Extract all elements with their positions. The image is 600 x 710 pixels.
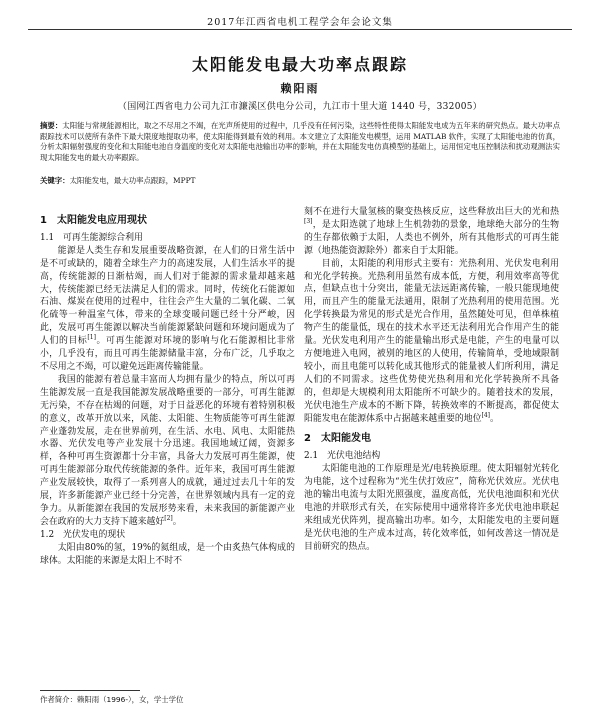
paragraph-5 bbox=[304, 258, 559, 426]
paragraph-1-text: 能源是人类生存和发展重要战略资源，在人们的日常生活中是不可或缺的，随着全球生产力的高速发展，人们生活水平的提高，传统能源的日渐枯竭，而人们对于能源的需求量却越来越大，传统能源已经无法满足人们的需求。同时，传统化石能源如石油、煤炭在使用的过程中，往往会产生大量的二氧化碳、二氧化硫等一种温室气体，带来的全球变暖问题已经十分严峻，因此，发展可再生能源以解决当前能源紧缺问题和环境问题成为了人们的目标 bbox=[40, 245, 295, 347]
right-column bbox=[304, 206, 559, 554]
abstract-label: 摘要： bbox=[40, 121, 63, 130]
paper-title: 太阳能发电最大功率点跟踪 bbox=[191, 55, 408, 74]
paragraph-4-tail: ，是太阳选就了地球上生机勃勃的景象，地球绝大部分的生物的生存都依赖于太阳，人类也不例外，所有其他形式的可再生能源（地热能资源除外）都来自于太阳能。 bbox=[304, 219, 559, 256]
affiliation: （国网江西省电力公司九江市濂溪区供电分公司，九江市十里大道 1440 号，332005） bbox=[117, 102, 483, 112]
citation-4[interactable]: [4] bbox=[481, 411, 490, 419]
section-1-heading: 1 太阳能发电应用现状 bbox=[40, 215, 147, 226]
running-header: 2017年江西省电机工程学会年会论文集 bbox=[207, 17, 393, 28]
keywords bbox=[40, 176, 560, 186]
abstract-text: 太阳能与常规能源相比，取之不尽用之不竭，在光声所使用的过程中，几乎没有任何污染，这些特性使得太阳能发电成为五年来的研究热点。最大功率点跟踪技术可以使所有条件下最大限度地提取功率，使太阳能得到最有效的利用。本文建立了太阳能发电模型，运用 MATLAB 软件，实现了太阳能电池的仿真，分析太阳辐射强度的变化和太阳能电池自身温度的变化对太阳能电池输出功率的影响，并在太阳能发电仿真模型的基础上，运用恒定电压控制法和扰动观测法实现太阳能发电的最大功率跟踪。 bbox=[40, 121, 560, 162]
paragraph-1 bbox=[40, 245, 295, 374]
paragraph-3: 太阳由80%的氢，19%的氦组成，是一个由炙热气体构成的球体。太阳能的来源是太阳上不时不 bbox=[40, 542, 295, 566]
abstract bbox=[40, 121, 560, 163]
subsection-1-1-heading: 1.1 可再生能源综合利用 bbox=[40, 232, 143, 243]
citation-2[interactable]: [2] bbox=[164, 514, 173, 522]
citation-1[interactable]: [1] bbox=[87, 334, 96, 342]
paragraph-4 bbox=[304, 206, 559, 258]
paragraph-2-text: 我国的能源有着总量丰富而人均拥有量少的特点，所以可再生能源发展一直是我国能源发展战略重要的一部分，可再生能源无污染，不存在枯竭的问题，对于日益恶化的环境有着特别积极的意义，改革开放以来，风能、太阳能、生物质能等可再生能源产业蓬勃发展，走在世界前列，在生活、水电、风电、太阳能热水器、光伏发电等产业发展十分迅速。我国地域辽阔，资源多样，各种可再生资源都十分丰富，具备大力发展可再生能源，使可再生能源部分取代传统能源的条件。近年来，我国可再生能源产业发展较快，取得了一系列喜人的成就，通过过去几十年的发展，许多新能源产业已经十分完善，在世界领域内具有一定的竞争力。从新能源在我国的发展形势来看，未来我国的新能源产业会在政府的大力支持下越来越好 bbox=[40, 374, 295, 527]
author-footnote: 作者简介：赖阳雨（1996-），女，学士学位 bbox=[40, 695, 184, 704]
paragraph-2-tail: 。 bbox=[172, 516, 182, 527]
subsection-2-1-heading: 2.1 光伏电池结构 bbox=[304, 451, 381, 462]
citation-3[interactable]: [3] bbox=[304, 217, 313, 225]
left-column bbox=[40, 212, 295, 567]
paragraph-6: 太阳能电池的工作原理是光/电转换原理。使太阳辐射光转化为电能，这个过程称为“光生伏打效应”，简称光伏效应。光伏电池的输出电流与太阳光照强度，温度高低，光伏电池面积和光伏电池的并联形式有关，在实际使用中通常将许多光伏电池串联起来组成光伏阵列，提高输出功率。如今，太阳能发电的主要问题是光伏电池的生产成本过高，转化效率低，如何改善这一情况是目前研究的热点。 bbox=[304, 464, 559, 552]
keywords-text: 太阳能发电，最大功率点跟踪，MPPT bbox=[69, 176, 196, 185]
paragraph-1-tail: 。可再生能源对环境的影响与化石能源相比非常小，几乎没有，而且可再生能源储量丰富，分布广泛，几乎取之不尽用之不竭，可以避免远距离传输能量。 bbox=[40, 336, 296, 372]
author: 赖阳雨 bbox=[280, 82, 320, 95]
paragraph-5-tail: 。 bbox=[490, 413, 499, 424]
footnote-rule bbox=[40, 690, 140, 691]
section-2-heading: 2 太阳能发电 bbox=[304, 433, 371, 445]
subsection-1-2-heading: 1.2 光伏发电的现状 bbox=[40, 529, 126, 540]
keywords-label: 关键字： bbox=[40, 176, 70, 185]
paragraph-2 bbox=[40, 374, 295, 529]
paragraph-4-text: 刻不在进行大量氢核的聚变热核反应，这些释放出巨大的光和热 bbox=[304, 207, 559, 217]
header-rule bbox=[28, 29, 572, 30]
paragraph-5-text: 目前，太阳能的利用形式主要有：光热利用、光伏发电利用和光化学转换。光热利用虽然有成本低，方便，利用效率高等优点，但缺点也十分突出，能量无法远距离传输，一般只能现地使用，而且产生的能量无法通用，限制了光热利用的使用范围。光化学转换最为常见的形式是光合作用，虽然随处可见，但单株植物产生的能量低，现在的技术水平还无法利用光合作用产生的能量。光伏发电利用产生的能量输出形式是电能，产生的电量可以方便地进入电网，被别的地区的人使用，传输简单，受地域限制较小，而且电能可以转化成其他形式的能量被人们所利用，满足人们的不同需求。这些优势使光热利用和光化学转换所不具备的，但却是大规模利用太阳能所不可缺少的。随着技术的发展，光伏电池生产成本的不断下降，转换效率的不断提高，都促使太阳能发电在能源体系中占据越来越重要的地位 bbox=[304, 258, 559, 424]
